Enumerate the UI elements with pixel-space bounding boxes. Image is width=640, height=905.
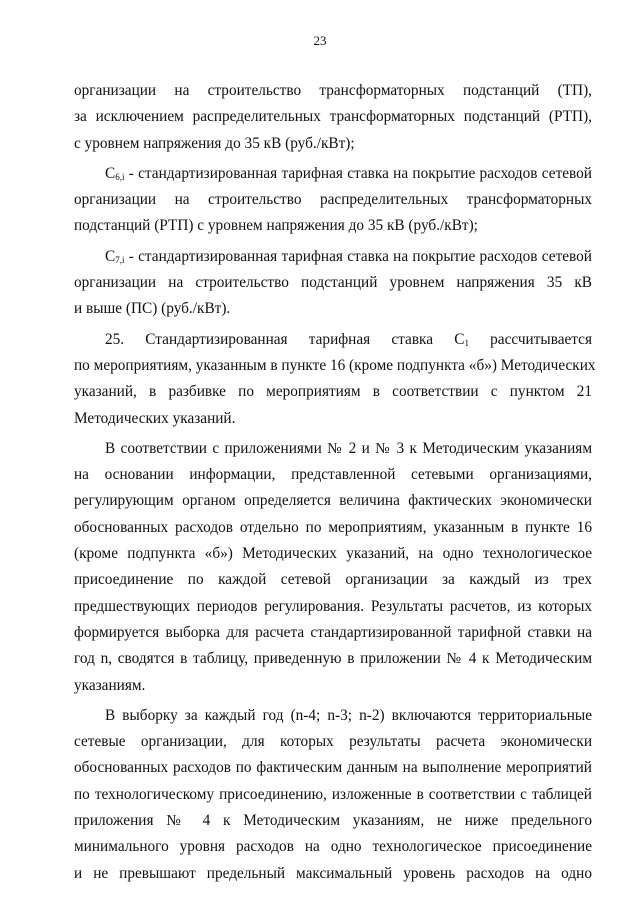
text-line: приложения № 4 к Методическим указаниям, не ниже предельного [74,812,592,830]
text-line: Методических указаний. [74,409,236,427]
text-line [74,244,592,270]
text-line-prefix: C [105,164,116,182]
subscript: 1 [464,337,469,348]
text-line: минимального уровня расходов на одно технологическое присоединение [74,838,592,856]
text-line: на основании информации, представленной сетевыми организациями, [74,466,592,484]
text-line: организации на строительство распределительных трансформаторных [74,191,592,209]
text-line: с уровнем напряжения до 35 кВ (руб./кВт); [74,134,355,152]
text-line: указаний, в разбивке по мероприятиям в соответствии с пунктом 21 [74,383,592,401]
text-line [74,327,592,353]
page-number: 23 [313,33,327,48]
text-line: подстанций (РТП) с уровнем напряжения до 35 кВ (руб./кВт); [74,217,478,235]
text-line-rest: рассчитывается [468,330,592,348]
text-line: сетевые организации, для которых результаты расчета экономически [74,733,592,751]
text-line: за исключением распределительных трансформаторных подстанций (РТП), [74,108,592,126]
text-line-prefix: C [105,247,116,265]
text-line: (кроме подпункта «б») Методических указаний, на одно технологическое [74,545,592,563]
text-line: регулирующим органом определяется величина фактических экономически [74,492,592,510]
text-line-prefix: 25. Стандартизированная тарифная ставка C [105,330,465,348]
text-line: организации на строительство подстанций уровнем напряжения 35 кВ [74,274,592,292]
text-line: организации на строительство трансформаторных подстанций (ТП), [74,82,592,99]
text-line: предшествующих периодов регулирования. Результаты расчетов, из которых [74,597,592,615]
text-line: и не превышают предельный максимальный уровень расходов на одно [74,864,592,882]
body-text [74,78,596,887]
text-line: В соответствии с приложениями № 2 и № 3 к Методическим указаниям [105,439,592,457]
text-line: по технологическому присоединению, изложенные в соответствии с таблицей [74,785,592,803]
text-line: и выше (ПС) (руб./кВт). [74,300,231,318]
text-line: год n, сводятся в таблицу, приведенную в приложении № 4 к Методическим [74,650,592,668]
text-line-rest: - стандартизированная тарифная ставка на покрытие расходов сетевой [124,164,592,182]
text-line: присоединение по каждой сетевой организации за каждый из трех [74,571,592,589]
text-line [74,161,592,187]
subscript: 7,i [115,254,125,265]
text-line: указаниям. [74,676,146,694]
text-line: обоснованных расходов отдельно по мероприятиям, указанным в пункте 16 [74,518,592,536]
text-line: формируется выборка для расчета стандартизированной тарифной ставки на [74,623,592,641]
subscript: 6,i [115,171,125,182]
text-line-rest: - стандартизированная тарифная ставка на покрытие расходов сетевой [124,247,592,265]
text-line: обоснованных расходов по фактическим данным на выполнение мероприятий [74,759,592,777]
text-line: В выборку за каждый год (n-4; n-3; n-2) включаются территориальные [105,706,592,724]
text-line: по мероприятиям, указанным в пункте 16 (кроме подпункта «б») Методических [74,356,596,374]
